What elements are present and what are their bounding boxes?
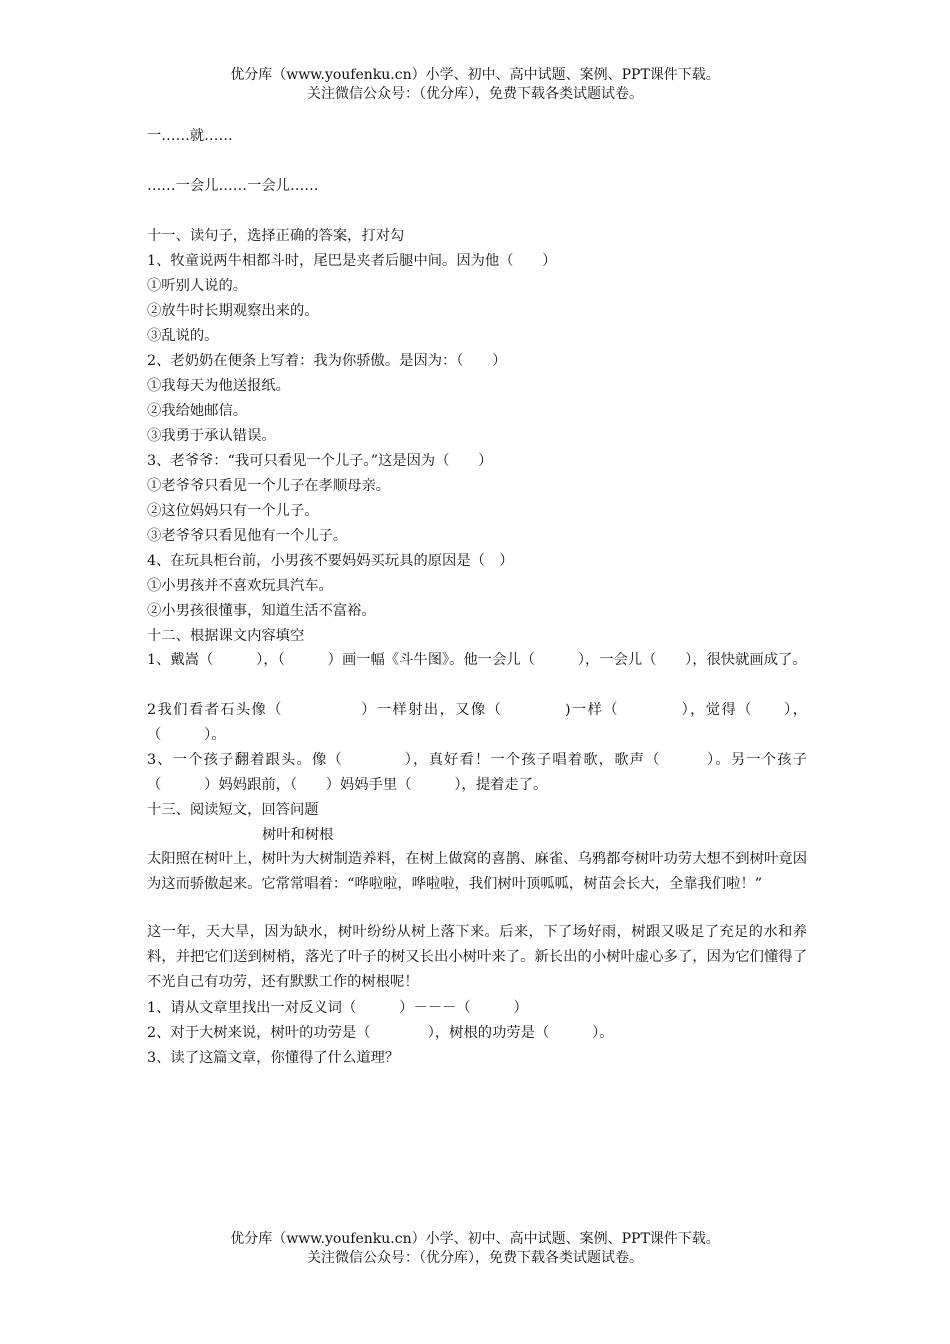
s11-line: ③乱说的。 xyxy=(147,328,219,344)
passage-paragraph-1: 太阳照在树叶上，树叶为大树制造养料，在树上做窝的喜鹊、麻雀、乌鸦都夸树叶功劳大想不到树叶竟因为这而骄傲起来。它常常唱着：“哗啦啦，哗啦啦，我们树叶顶呱呱，树苗会长大，全靠我们啦！” xyxy=(147,851,807,892)
passage-paragraph-2: 这一年，天大旱，因为缺水，树叶纷纷从树上落下来。后来，下了场好雨，树跟又吸足了充足的水和养料，并把它们送到树梢，落光了叶子的树又长出小树叶来了。新长出的小树叶虚心多了，因为它们懂得了不光自己有功劳，还有默默工作的树根呢！ xyxy=(147,924,807,990)
s11-line: ②我给她邮信。 xyxy=(147,403,248,419)
s13-question-3: 3、读了这篇文章，你懂得了什么道理？ xyxy=(147,1050,400,1066)
s11-line: ①听别人说的。 xyxy=(147,278,248,294)
s12-question-1: 1、戴嵩（ ），（ ）画一幅《斗牛图》。他一会儿（ ），一会儿（ ），很快就画成了。 xyxy=(147,652,807,668)
s11-line: ②这位妈妈只有一个儿子。 xyxy=(147,503,319,519)
s11-line: 4、在玩具柜台前，小男孩不要妈妈买玩具的原因是（ ） xyxy=(147,553,514,569)
phrase-1: 一……就…… xyxy=(147,128,233,144)
s12-question-2: 2我们看者石头像（ ）一样射出，又像（ )一样（ ），觉得（ ），（ ）。 xyxy=(147,702,807,743)
s13-question-1: 1、请从文章里找出一对反义词（ ）－－－（ ） xyxy=(147,1000,528,1016)
s11-line: 3、老爷爷：“我可只看见一个儿子。”这是因为（ ） xyxy=(147,453,493,469)
s11-line: ①我每天为他送报纸。 xyxy=(147,378,290,394)
phrase-2: ……一会儿……一会儿…… xyxy=(147,178,319,194)
passage-title: 树叶和树根 xyxy=(262,827,334,843)
header-line-2: 关注微信公众号：（优分库），免费下载各类试题试卷。 xyxy=(307,86,643,102)
s12-question-3: 3、一个孩子翻着跟头。像（ ），真好看！一个孩子唱着歌，歌声（ ）。另一个孩子（ ）妈妈跟前，（ ）妈妈手里（ ），提着走了。 xyxy=(147,752,807,793)
header-line-1: 优分库（www.youfenku.cn）小学、初中、高中试题、案例、PPT课件下载。 xyxy=(230,67,720,83)
footer-line-2: 关注微信公众号：（优分库），免费下载各类试题试卷。 xyxy=(307,1250,643,1266)
s11-line: ③我勇于承认错误。 xyxy=(147,428,276,444)
s11-line: ②放牛时长期观察出来的。 xyxy=(147,303,319,319)
s11-line: ②小男孩很懂事，知道生活不富裕。 xyxy=(147,603,376,619)
footer-line-1: 优分库（www.youfenku.cn）小学、初中、高中试题、案例、PPT课件下载。 xyxy=(230,1231,720,1247)
s11-line: 2、老奶奶在便条上写着：我为你骄傲。是因为：（ ） xyxy=(147,353,507,369)
s13-question-2: 2、对于大树来说，树叶的功劳是（ ），树根的功劳是（ ）。 xyxy=(147,1025,614,1041)
s11-line: ①老爷爷只看见一个儿子在孝顺母亲。 xyxy=(147,478,391,494)
section-11-heading: 十一、读句子，选择正确的答案，打对勾 xyxy=(147,228,405,244)
s11-line: 1、牧童说两牛相都斗时，尾巴是夹者后腿中间。因为他（ ） xyxy=(147,253,557,269)
s11-line: ③老爷爷只看见他有一个儿子。 xyxy=(147,528,348,544)
page-header xyxy=(0,66,950,104)
section-13-heading: 十三、阅读短文，回答问题 xyxy=(147,802,319,818)
page-footer xyxy=(0,1230,950,1268)
s11-line: ①小男孩并不喜欢玩具汽车。 xyxy=(147,578,333,594)
section-12-heading: 十二、根据课文内容填空 xyxy=(147,628,305,644)
